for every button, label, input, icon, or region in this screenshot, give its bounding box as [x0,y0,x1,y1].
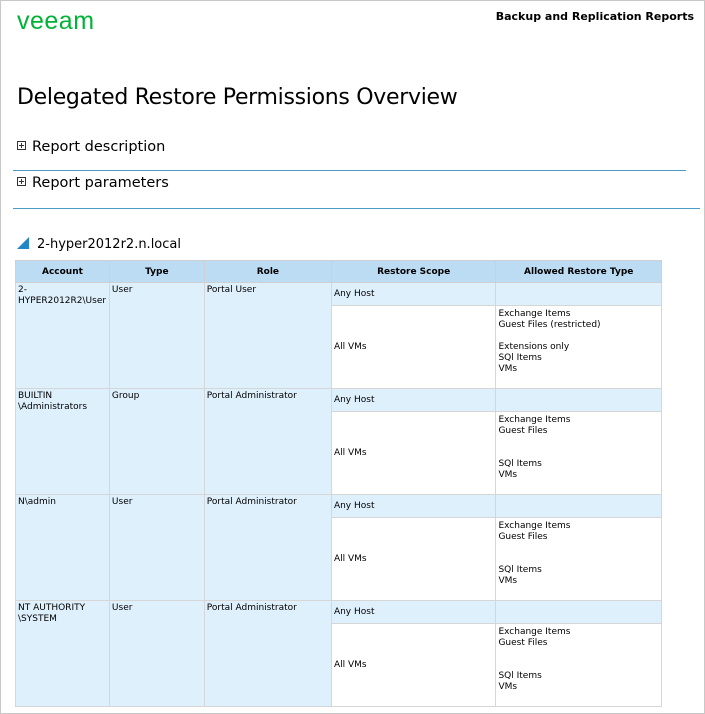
role-cell: Portal Administrator [204,601,331,707]
restore-scope-host-cell: Any Host [331,389,496,412]
account-line: HYPER2012R2\User [18,296,107,306]
restore-scope-vms-cell: All VMs [331,412,496,495]
allowed-restore-host-cell [496,389,662,412]
expand-icon[interactable] [17,141,26,150]
permissions-table [15,260,662,707]
allowed-restore-type [498,437,659,448]
restore-scope-host-cell: Any Host [331,283,496,306]
allowed-restore-type: Guest Files (restricted) [498,320,601,330]
allowed-restore-host-cell [496,495,662,518]
allowed-restore-type: Exchange Items [498,521,571,531]
allowed-restore-type: VMs [498,682,518,692]
allowed-restore-type [498,554,659,565]
allowed-restore-type [498,660,659,671]
column-header-role: Role [204,261,331,283]
server-name: 2-hyper2012r2.n.local [37,237,181,252]
allowed-restore-type [498,331,659,342]
allowed-restore-type [498,543,659,554]
table-row [16,283,662,306]
allowed-restore-type: SQl Items [498,565,542,575]
allowed-restore-type: Exchange Items [498,415,571,425]
divider [13,170,686,171]
allowed-restore-type: VMs [498,364,518,374]
report-family-title: Backup and Replication Reports [495,10,694,23]
type-cell: User [109,495,204,601]
allowed-restore-host-cell [496,601,662,624]
allowed-restore-types-cell [496,518,662,601]
collapse-triangle-icon[interactable] [17,237,29,249]
column-header-allowed-restore-type: Allowed Restore Type [496,261,662,283]
allowed-restore-type [498,649,659,660]
allowed-restore-type: SQl Items [498,353,542,363]
restore-scope-vms-cell: All VMs [331,624,496,707]
report-description-label: Report description [32,139,166,155]
role-cell: Portal Administrator [204,495,331,601]
allowed-restore-types-cell [496,624,662,707]
account-cell [16,601,110,707]
veeam-logo: veeam [17,7,95,35]
allowed-restore-type: SQl Items [498,671,542,681]
server-heading [17,237,181,252]
allowed-restore-type: VMs [498,470,518,480]
expand-icon[interactable] [17,177,26,186]
report-description-toggle[interactable] [17,139,685,155]
column-header-type: Type [109,261,204,283]
report-parameters-label: Report parameters [32,175,169,191]
allowed-restore-type: VMs [498,576,518,586]
allowed-restore-type: Guest Files [498,532,548,542]
restore-scope-vms-cell: All VMs [331,518,496,601]
account-line: \Administrators [18,402,88,412]
table-row [16,389,662,412]
type-cell: User [109,601,204,707]
restore-scope-host-cell: Any Host [331,495,496,518]
table-row [16,495,662,518]
allowed-restore-host-cell [496,283,662,306]
page-title: Delegated Restore Permissions Overview [17,85,458,110]
allowed-restore-types-cell [496,306,662,389]
allowed-restore-type: Exchange Items [498,309,571,319]
type-cell: User [109,283,204,389]
column-header-account: Account [16,261,110,283]
account-line: N\admin [18,497,56,507]
account-cell [16,495,110,601]
account-line: \SYSTEM [18,614,57,624]
report-parameters-toggle[interactable] [17,175,685,191]
allowed-restore-type: Guest Files [498,426,548,436]
account-line: BUILTIN [18,391,53,401]
account-cell [16,389,110,495]
restore-scope-host-cell: Any Host [331,601,496,624]
role-cell: Portal Administrator [204,389,331,495]
table-row [16,601,662,624]
allowed-restore-type: Guest Files [498,638,548,648]
allowed-restore-type: Exchange Items [498,627,571,637]
allowed-restore-type: Extensions only [498,342,570,352]
account-line: 2- [18,285,27,295]
allowed-restore-type: SQl Items [498,459,542,469]
type-cell: Group [109,389,204,495]
account-line: NT AUTHORITY [18,603,86,613]
table-header-row [16,261,662,283]
role-cell: Portal User [204,283,331,389]
account-cell [16,283,110,389]
divider [13,208,700,209]
column-header-restore-scope: Restore Scope [331,261,496,283]
allowed-restore-type [498,448,659,459]
restore-scope-vms-cell: All VMs [331,306,496,389]
allowed-restore-types-cell [496,412,662,495]
